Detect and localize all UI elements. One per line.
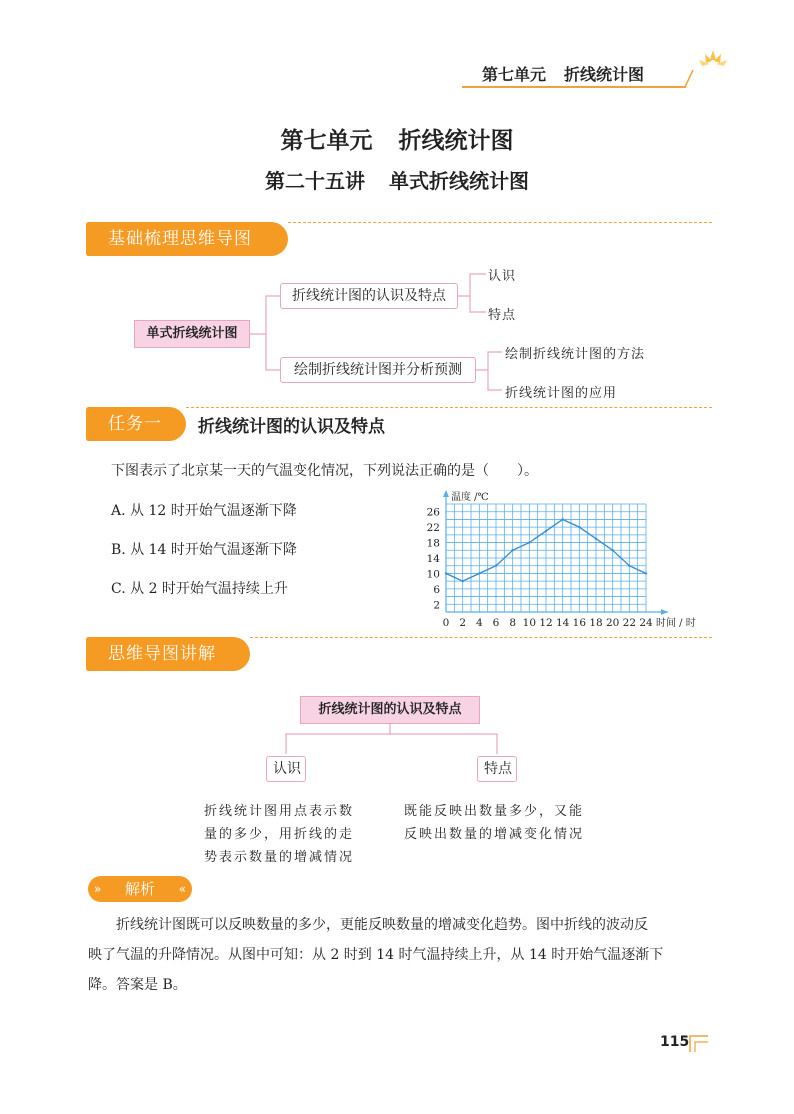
y-tick-label: 22 <box>426 522 440 535</box>
mindmap2-node-features: 特点 <box>477 756 517 782</box>
task-title: 折线统计图的认识及特点 <box>198 417 385 437</box>
explain-recognize-line: 量的多少，用折线的走 <box>204 827 355 842</box>
y-tick-label: 10 <box>426 568 440 581</box>
option-c: C. 从 2 时开始气温持续上升 <box>111 581 288 597</box>
x-tick-label: 24 <box>639 617 653 629</box>
lesson-topic: 单式折线统计图 <box>389 169 529 193</box>
x-tick-label: 2 <box>459 617 467 629</box>
mindmap1-leaf-application: 折线统计图的应用 <box>505 386 618 401</box>
x-tick-label: 20 <box>605 617 620 629</box>
chevron-right-icon: » <box>94 882 102 896</box>
section1-tab: 基础梳理思维导图 <box>86 222 288 256</box>
data-point <box>645 572 647 574</box>
header-ornament-icon <box>696 46 730 70</box>
header-title: 折线统计图 <box>564 65 645 84</box>
y-axis-arrow-icon <box>443 490 449 497</box>
analysis-line: 降。答案是 B。 <box>88 977 187 993</box>
data-point <box>511 549 513 551</box>
task-tab: 任务一 <box>86 407 186 441</box>
chevron-left-icon: « <box>178 882 186 896</box>
x-tick-label: 0 <box>442 617 450 629</box>
task-divider <box>186 407 712 408</box>
option-b: B. 从 14 时开始气温逐渐下降 <box>111 542 297 558</box>
question-text: 下图表示了北京某一天的气温变化情况，下列说法正确的是（ ）。 <box>111 463 538 479</box>
analysis-line: 映了气温的升降情况。从图中可知：从 2 时到 14 时气温持续上升，从 14 时开始气温逐渐下 <box>88 947 664 963</box>
header-underline <box>462 86 686 88</box>
explain-recognize-line: 折线统计图用点表示数 <box>204 804 355 819</box>
y-tick-label: 18 <box>426 537 440 550</box>
explain-features-line: 既能反映出数量多少，又能 <box>404 804 585 819</box>
y-tick-label: 6 <box>433 583 440 596</box>
data-point <box>578 526 580 528</box>
page-number: 115 <box>660 1034 690 1050</box>
mindmap1-root: 单式折线统计图 <box>134 320 250 348</box>
x-axis-arrow-icon <box>661 609 668 615</box>
header-unit: 第七单元 <box>482 65 547 84</box>
section2-tab: 思维导图讲解 <box>86 637 250 671</box>
x-tick-label: 18 <box>589 617 603 629</box>
data-point <box>595 538 597 540</box>
lesson-number: 第二十五讲 <box>265 169 365 193</box>
explain-recognize <box>204 800 394 869</box>
explain-features <box>404 800 634 846</box>
x-tick-label: 22 <box>622 617 637 629</box>
data-point <box>461 580 463 582</box>
temperature-line-chart <box>420 486 710 632</box>
running-header <box>482 62 644 85</box>
x-tick-label: 12 <box>539 617 553 629</box>
data-point <box>445 572 447 574</box>
mindmap1-leaf-features: 特点 <box>488 308 517 323</box>
data-point <box>478 572 480 574</box>
section2-divider <box>250 637 712 638</box>
page-title <box>0 122 794 155</box>
data-point <box>561 518 563 520</box>
x-tick-label: 14 <box>555 617 570 629</box>
y-tick-label: 26 <box>426 506 440 519</box>
mindmap2-connectors <box>0 720 794 760</box>
explain-recognize-line: 势表示数量的增减情况 <box>204 850 355 865</box>
analysis-paragraph <box>88 910 714 1000</box>
y-axis-label: 温度 /℃ <box>451 492 489 503</box>
mindmap2-node-recognize: 认识 <box>266 756 306 782</box>
page-title-unit: 第七单元 <box>280 128 373 154</box>
x-tick-label: 4 <box>475 617 483 629</box>
y-tick-label: 14 <box>426 553 440 565</box>
analysis-line: 折线统计图既可以反映数量的多少，更能反映数量的增减变化趋势。图中折线的波动反 <box>88 917 648 933</box>
section1-divider <box>288 222 712 223</box>
mindmap1-branch-drawing: 绘制折线统计图并分析预测 <box>280 357 476 383</box>
option-a: A. 从 12 时开始气温逐渐下降 <box>111 503 297 519</box>
data-point <box>495 565 497 567</box>
explain-features-line: 反映出数量的增减变化情况 <box>404 827 585 842</box>
page-number-corner <box>688 1034 710 1054</box>
header-line-tail <box>684 70 694 88</box>
mindmap2-root: 折线统计图的认识及特点 <box>300 696 480 724</box>
lesson-title <box>0 165 794 194</box>
data-point <box>628 565 630 567</box>
x-axis-label: 时间 / 时 <box>656 618 696 629</box>
x-tick-label: 6 <box>492 617 500 629</box>
data-point <box>611 549 613 551</box>
x-tick-label: 16 <box>572 617 587 629</box>
page-title-topic: 折线统计图 <box>398 128 514 154</box>
mindmap1-leaf-method: 绘制折线统计图的方法 <box>505 347 646 362</box>
analysis-label: 解析 <box>124 880 155 898</box>
analysis-badge <box>88 876 192 902</box>
mindmap1-leaf-recognize: 认识 <box>488 269 517 284</box>
data-point <box>545 530 547 532</box>
data-point <box>528 541 530 543</box>
x-tick-label: 10 <box>522 617 537 629</box>
mindmap1-branch-recognition: 折线统计图的认识及特点 <box>280 283 458 309</box>
y-tick-label: 2 <box>433 599 440 612</box>
x-tick-label: 8 <box>509 617 517 629</box>
